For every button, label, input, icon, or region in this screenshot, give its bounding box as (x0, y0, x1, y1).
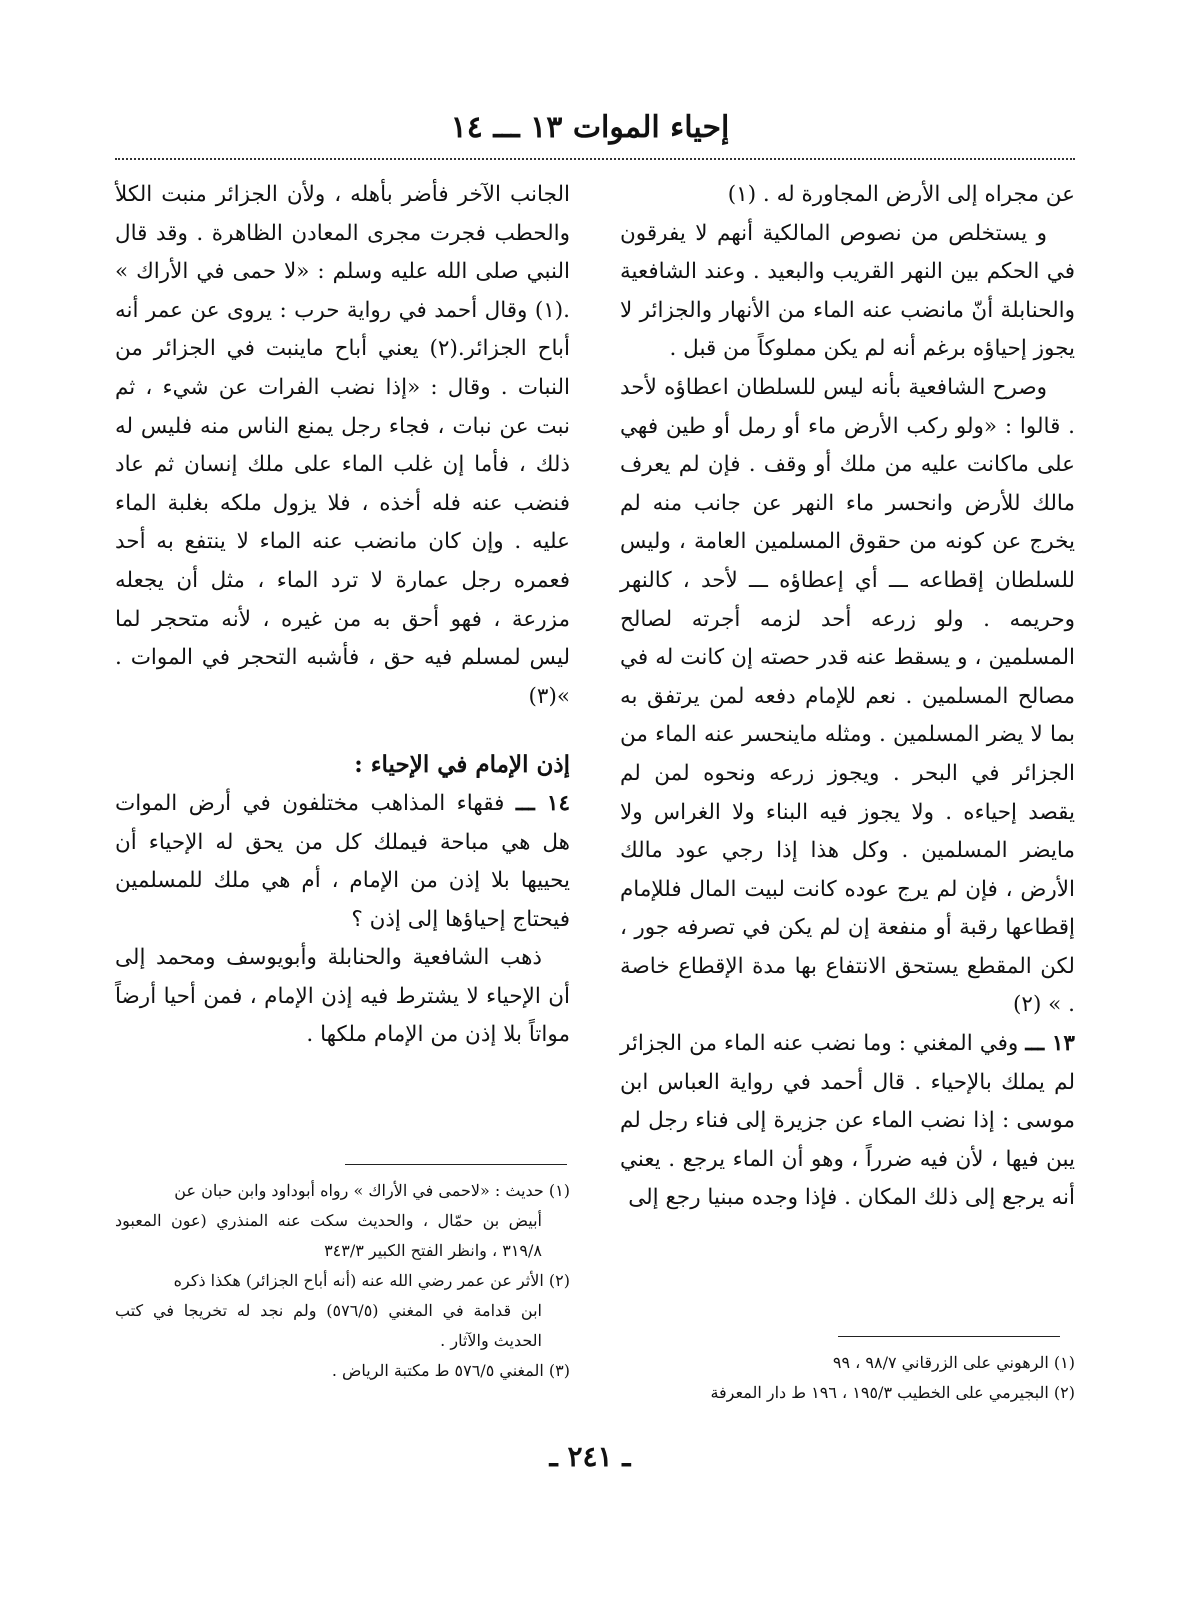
footnote-left-1-continuation: أبيض بن حمّال ، والحديث سكت عنه المنذري (عون المعبود ٣١٩/٨ ، وانظر الفتح الكبير ٣٤٣/٣ (115, 1211, 542, 1260)
header-divider (115, 158, 1075, 160)
footnote-left-3: (٣) المغني ٥٧٦/٥ ط مكتبة الرياض . (331, 1361, 570, 1380)
left-footnotes (115, 1176, 570, 1386)
right-paragraph-1: عن مجراه إلى الأرض المجاورة له . (١) (727, 182, 1075, 207)
paragraph-13-text: وفي المغني : وما نضب عنه الماء من الجزائر لم يملك بالإحياء . قال أحمد في رواية العباس ابن موسى : إذا نضب الماء عن جزيرة إلى فناء رجل لم يبن فيها ، لأن فيه ضرراً ، وهو أن الماء يرجع . يعني أنه يرجع إلى ذلك المكان . فإذا وجده مبنيا رجع إلى (620, 1031, 1075, 1211)
paragraph-14 (115, 785, 570, 939)
footnote-left-2: (٢) الأثر عن عمر رضي الله عنه (أنه أباح الجزائر) هكذا ذكره (173, 1271, 570, 1290)
right-footnotes (620, 1348, 1075, 1408)
right-paragraph-3: وصرح الشافعية بأنه ليس للسلطان اعطاؤه لأحد . قالوا : «ولو ركب الأرض ماء أو رمل أو طين فهي على ماكانت عليه من ملك أو وقف . فإن لم يعرف مالك للأرض وانحسر ماء النهر عن جانب منه لم يخرج عن كونه من حقوق المسلمين العامة ، وليس للسلطان إقطاعه ـــ أي إعطاؤه ـــ لأحد ، كالنهر وحريمه . ولو زرعه أحد لزمه أجرته لصالح المسلمين ، و يسقط عنه قدر حصته إن كانت له في مصالح المسلمين . نعم للإمام دفعه لمن يرتفق به بما لا يضر المسلمين . ومثله ماينحسر عنه الماء من الجزائر في البحر . ويجوز زرعه ونحوه لمن لم يقصد إحياءه . ولا يجوز فيه البناء ولا الغراس ولا مايضر المسلمين . وكل هذا إذا رجي عود مالك الأرض ، فإن لم يرج عوده كانت لبيت المال فللإمام إقطاعها رقبة أو منفعة إن لم يكن في تصرفه جور ، لكن المقطع يستحق الانتفاع بها مدة الإقطاع خاصة . » (٢) (620, 374, 1075, 1018)
right-footnote-divider (838, 1336, 1060, 1337)
left-column (115, 176, 570, 1055)
paragraph-14-number: ١٤ ـــ (515, 790, 570, 816)
right-paragraph-2: و يستخلص من نصوص المالكية أنهم لا يفرقون في الحكم بين النهر القريب والبعيد . وعند الشافعية والحنابلة أنّ مانضب عنه الماء من الأنهار والجزائر لا يجوز إحياؤه برغم أنه لم يكن مملوكاً من قبل . (620, 220, 1075, 362)
paragraph-13-number: ١٣ ـــ (1025, 1031, 1075, 1057)
footnote-right-2: (٢) البجيرمي على الخطيب ١٩٥/٣ ، ١٩٦ ط دار المعرفة (710, 1383, 1075, 1402)
right-column (620, 176, 1075, 1218)
left-paragraph-last: ذهب الشافعية والحنابلة وأبويوسف ومحمد إلى أن الإحياء لا يشترط فيه إذن الإمام ، فمن أحيا أرضاً مواتاً بلا إذن من الإمام ملكها . (115, 945, 570, 1048)
left-paragraph-1: الجانب الآخر فأضر بأهله ، ولأن الجزائر منبت الكلأ والحطب فجرت مجرى المعادن الظاهرة . وقد قال النبي صلى الله عليه وسلم : «لا حمى في الأراك » .(١) وقال أحمد في رواية حرب : يروى عن عمر أنه أباح الجزائر.(٢) يعني أباح ماينبت في الجزائر من النبات . وقال : «إذا نضب الفرات عن شيء ، ثم نبت عن نبات ، فجاء رجل يمنع الناس منه فليس له ذلك ، فأما إن غلب الماء على ملك إنسان ثم عاد فنضب عنه فله أخذه ، فلا يزول ملكه بغلبة الماء عليه . وإن كان مانضب عنه الماء لا ينتفع به أحد فعمره رجل عمارة لا ترد الماء ، مثل أن يجعله مزرعة ، فهو أحق به من غيره ، لأنه متحجر لما ليس لمسلم فيه حق ، فأشبه التحجر في الموات . »(٣) (115, 182, 570, 709)
footnote-left-1: (١) حديث : «لاحمى في الأراك » رواه أبوداود وابن حبان عن (174, 1181, 570, 1200)
left-footnote-divider (345, 1164, 567, 1165)
footnote-left-2-continuation: ابن قدامة في المغني (٥٧٦/٥) ولم نجد له تخريجا في كتب الحديث والآثار . (115, 1301, 542, 1350)
page-number: ـ ٢٤١ ـ (549, 1440, 631, 1473)
section-heading: إذن الإمام في الإحياء : (354, 751, 570, 779)
page-title: إحياء الموات ١٣ ـــ ١٤ (450, 110, 730, 145)
paragraph-13 (620, 1025, 1075, 1218)
paragraph-14-text: فقهاء المذاهب مختلفون في أرض الموات هل هي مباحة فيملك كل من يحق له الإحياء أن يحييها بلا إذن من الإمام ، أم هي ملك للمسلمين فيحتاج إحياؤها إلى إذن ؟ (115, 790, 570, 932)
footnote-right-1: (١) الرهوني على الزرقاني ٩٨/٧ ، ٩٩ (832, 1353, 1075, 1372)
